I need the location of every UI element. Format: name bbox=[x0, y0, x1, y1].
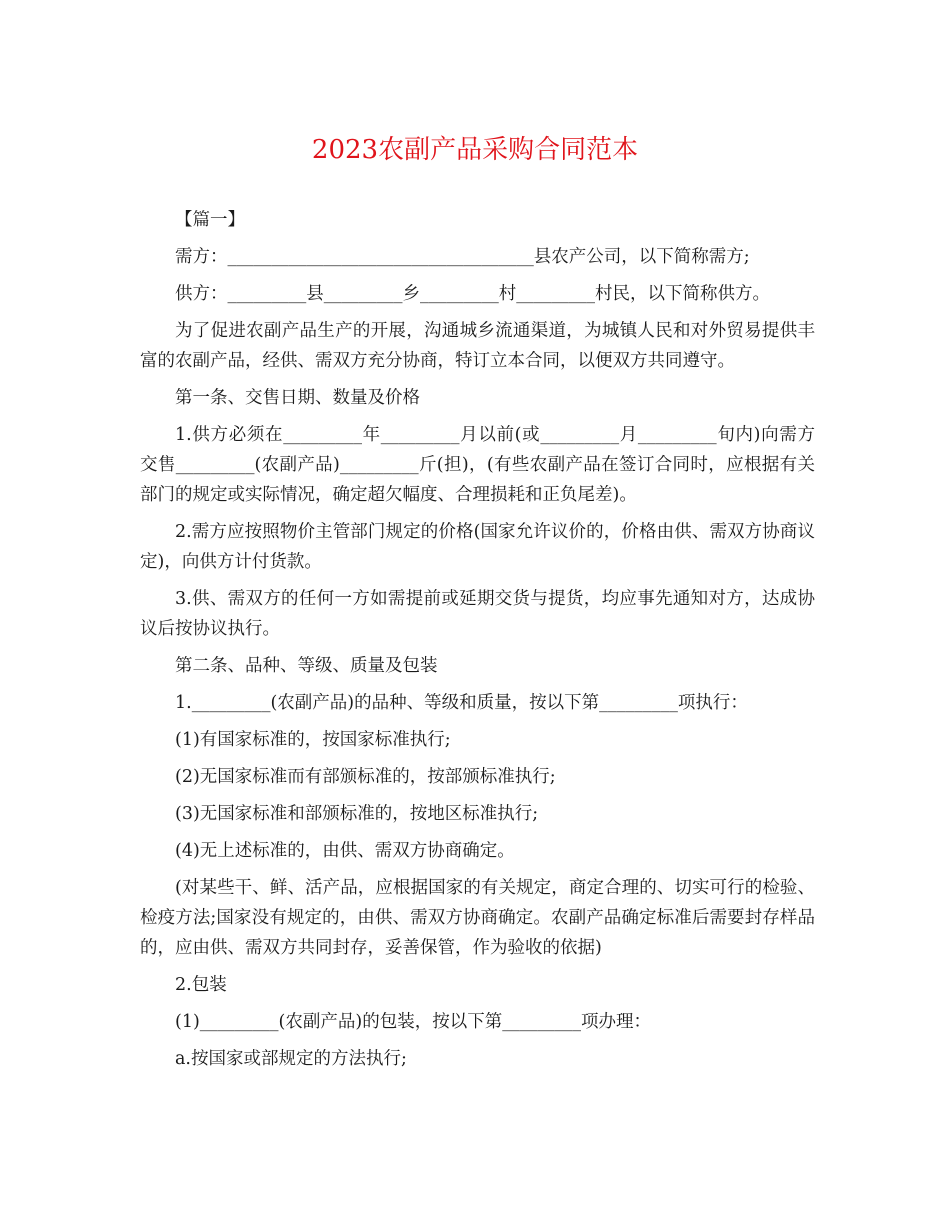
document-title: 2023农副产品采购合同范本 bbox=[311, 135, 639, 165]
standard-option-1: (1)有国家标准的，按国家标准执行; bbox=[175, 730, 451, 750]
standard-option-4: (4)无上述标准的，由供、需双方协商确定。 bbox=[175, 841, 515, 861]
paragraph-buyer: 需方：___________________________________县农产公司，以下简称需方; bbox=[175, 247, 750, 267]
standard-option-3: (3)无国家标准和部颁标准的，按地区标准执行; bbox=[175, 804, 539, 824]
section-heading-part-one: 【篇一】 bbox=[175, 210, 245, 230]
article-one-heading: 第一条、交售日期、数量及价格 bbox=[175, 388, 420, 408]
document-body bbox=[140, 205, 815, 1081]
packaging-item-1: (1)_________(农副产品)的包装，按以下第_________项办理： bbox=[175, 1012, 651, 1032]
article-one-item-1: 1.供方必须在_________年_________月以前(或_________月_________旬内)向需方交售_________(农副产品)_________斤(担)，(有些农副产品在签订合同时，应根据有关部门的规定或实际情况，确定超欠幅度、合理损耗和正负尾差)。 bbox=[140, 425, 815, 505]
standard-option-2: (2)无国家标准而有部颁标准的，按部颁标准执行; bbox=[175, 767, 556, 787]
packaging-option-a: a.按国家或部规定的方法执行; bbox=[175, 1049, 407, 1069]
paragraph-preamble: 为了促进农副产品生产的开展，沟通城乡流通渠道，为城镇人民和对外贸易提供丰富的农副产品，经供、需双方充分协商，特订立本合同，以便双方共同遵守。 bbox=[140, 321, 815, 371]
article-two-item-1: 1._________(农副产品)的品种、等级和质量，按以下第_________项执行： bbox=[175, 693, 748, 713]
article-one-item-3: 3.供、需双方的任何一方如需提前或延期交货与提货，均应事先通知对方，达成协议后按协议执行。 bbox=[140, 589, 815, 639]
article-two-item-2: 2.包装 bbox=[175, 975, 227, 995]
paragraph-note: (对某些干、鲜、活产品，应根据国家的有关规定，商定合理的、切实可行的检验、检疫方法;国家没有规定的，由供、需双方协商确定。农副产品确定标准后需要封存样品的，应由供、需双方共同封存，妥善保管，作为验收的依据) bbox=[140, 878, 815, 958]
article-two-heading: 第二条、品种、等级、质量及包装 bbox=[175, 656, 438, 676]
article-one-item-2: 2.需方应按照物价主管部门规定的价格(国家允许议价的，价格由供、需双方协商议定)，向供方计付货款。 bbox=[140, 522, 815, 572]
paragraph-supplier: 供方：_________县_________乡_________村_________村民，以下简称供方。 bbox=[175, 284, 770, 304]
